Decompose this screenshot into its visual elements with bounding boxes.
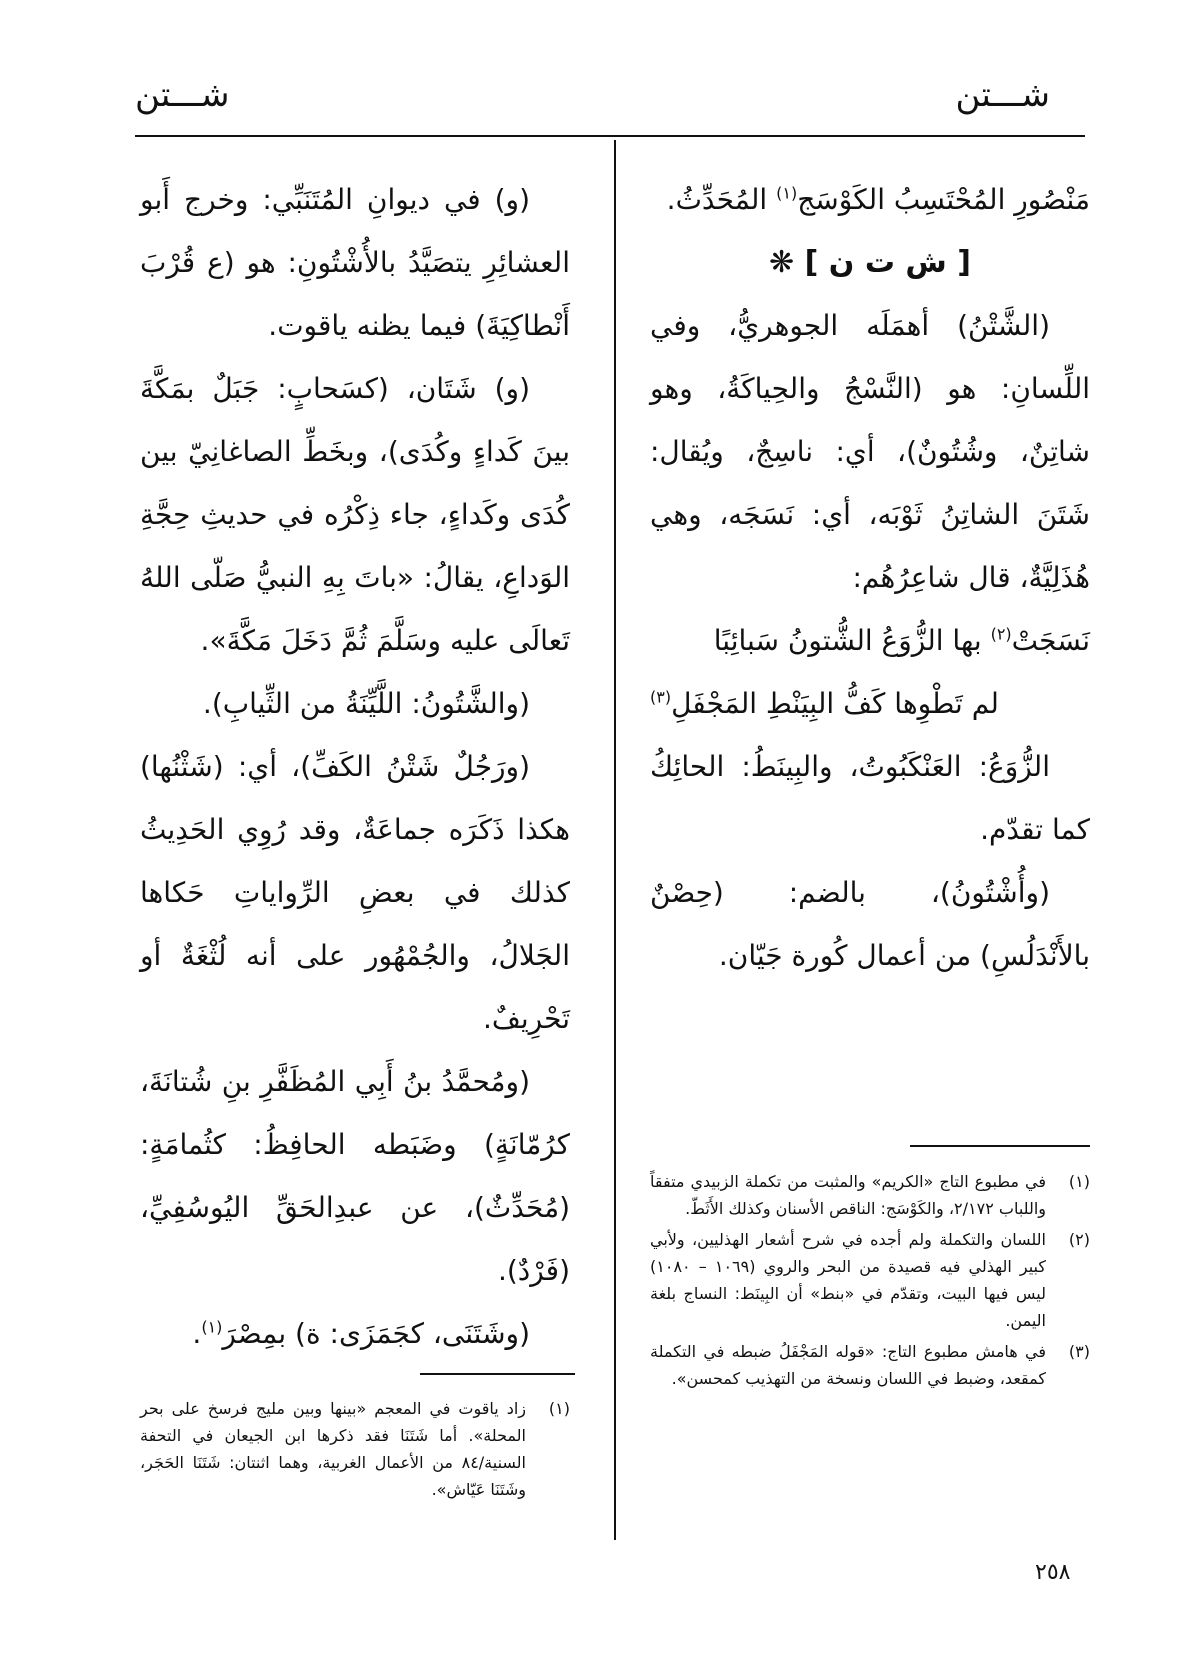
footnote-number: (٣) [1068, 1342, 1090, 1361]
footnotes-left [140, 1395, 570, 1507]
footnote-text: اللسان والتكملة ولم أجده في شرح أشعار الهذليين، ولأبي كبير الهذلي فيه قصيدة من البحر والروي (١٠٦٩ – ١٠٨٠) ليس فيها البيت، وتقدّم في «بنط» أن البِينَط: النساج بلغة اليمن. [650, 1230, 1046, 1330]
paragraph-text: (وشَتَنَى، كجَمَزَى: ة) بمِصْرَ [222, 1317, 530, 1350]
footnote-marker: (٣) [650, 687, 672, 707]
footnote-rule-right [910, 1145, 1090, 1147]
footnote [650, 1168, 1090, 1222]
page-number: ٢٥٨ [1035, 1560, 1071, 1585]
verse-text: بها الزُّوَعُ الشُّتونُ سَبائِبًا [713, 624, 991, 657]
footnote-number: (١) [1068, 1172, 1090, 1191]
footnote-text: زاد ياقوت في المعجم «بينها وبين مليج فرسخ على بحر المحلة». أما شَتَنَا فقد ذكرها ابن الجيعان في التحفة السنية/٨٤ من الأعمال الغربية، وهما اثنتان: شَتَنَا الحَجَر، وشَتَنَا عَيّاش». [140, 1399, 526, 1499]
paragraph: الزُّوَعُ: العَنْكَبُوتُ، والبِينَطُ: الحائِكُ كما تقدّم. [650, 750, 1090, 846]
header-rule [135, 135, 1085, 137]
footnote-marker: (١) [201, 1317, 223, 1337]
footnotes-right [650, 1168, 1090, 1396]
paragraph: (و) شَتَان، (كسَحابٍ: جَبَلٌ بمَكَّةَ بينَ كَداءٍ وكُدَى)، وبخَطِّ الصاغانِيّ بين كُدَى وكَداءٍ، جاء ذِكْرُه في حديثِ حِجَّةِ الوَداعِ، يقالُ: «باتَ بِهِ النبيُّ صَلّى اللهُ تَعالَى عليه وسَلَّمَ ثُمَّ دَخَلَ مَكَّةَ». [140, 372, 570, 657]
left-column [140, 168, 570, 1365]
running-header-left: شـــتن [135, 75, 230, 115]
entry-heading: [ ش ت ن ] ❋ [769, 245, 971, 280]
footnote [650, 1338, 1090, 1392]
verse-text: نَسَجَتْ [1011, 624, 1090, 657]
running-header-right: شـــتن [955, 75, 1050, 115]
verse-line [650, 609, 1090, 672]
column-divider [614, 140, 616, 1540]
paragraph-text: المُحَدِّثُ. [666, 183, 777, 216]
paragraph [650, 168, 1090, 231]
paragraph: (ومُحمَّدُ بنُ أَبِي المُظَفَّرِ بنِ شُتانَةَ، كرُمّانَةٍ) وضَبَطه الحافِظُ: كثُمامَةٍ: (مُحَدِّثٌ)، عن عبدِالحَقِّ اليُوسُفِيِّ، (فَرْدٌ). [140, 1065, 570, 1287]
footnote [650, 1226, 1090, 1334]
paragraph [140, 1302, 570, 1365]
footnote-number: (١) [548, 1399, 570, 1418]
right-column [650, 168, 1090, 987]
paragraph: (الشَّتْنُ) أهمَلَه الجوهريُّ، وفي اللِّسانِ: هو (النَّسْجُ والحِياكَةُ، وهو شاتِنٌ، وشُتُونٌ)، أي: ناسِجٌ، ويُقال: شَتَنَ الشاتِنُ ثَوْبَه، أي: نَسَجَه، وهي هُذَلِيَّةٌ، قال شاعِرُهُم: [650, 309, 1090, 594]
paragraph: (والشَّتُونُ: اللَّيِّنَةُ من الثِّيابِ). [202, 687, 530, 720]
paragraph-text: مَنْصُورِ المُحْتَسِبُ الكَوْسَج [797, 183, 1090, 216]
footnote-text: في هامش مطبوع التاج: «قوله المَجْفَلُ ضبطه في التكملة كمقعد، وضبط في اللسان ونسخة من التهذيب كمحسن». [650, 1342, 1046, 1388]
verse-text: لم تَطْوِها كَفُّ البِيَنْطِ المَجْفَلِ [671, 687, 999, 720]
paragraph-text: . [192, 1317, 202, 1350]
paragraph: (و) في ديوانِ المُتَنَبِّي: وخرج أَبو العشائِرِ يتصَيَّدُ بالأُشْتُونِ: هو (ع قُرْبَ أَنْطاكِيَةَ) فيما يظنه ياقوت. [140, 183, 570, 342]
paragraph: (وأُشْتُونُ)، بالضم: (حِصْنٌ بالأَنْدَلُسِ) من أعمال كُورة جَيّان. [650, 876, 1090, 972]
paragraph: (ورَجُلٌ شَتْنُ الكَفِّ)، أي: (شَثْنُها) هكذا ذَكَرَه جماعَةٌ، وقد رُوِي الحَدِيثُ كذلك في بعضِ الرِّواياتِ حَكاها الجَلالُ، والجُمْهُور على أنه لُثْغَةٌ أو تَحْرِيفٌ. [140, 750, 570, 1035]
footnote-marker: (٢) [990, 624, 1012, 644]
footnote-text: في مطبوع التاج «الكريم» والمثبت من تكملة الزبيدي متفقاً واللباب ٢/١٧٢، والكَوْسَج: الناقص الأسنان وكذلك الأَثَطّ. [650, 1172, 1046, 1218]
footnote-marker: (١) [776, 183, 798, 203]
footnote [140, 1395, 570, 1503]
footnote-rule-left [420, 1373, 575, 1375]
verse-line [650, 672, 1090, 735]
footnote-number: (٢) [1068, 1230, 1090, 1249]
